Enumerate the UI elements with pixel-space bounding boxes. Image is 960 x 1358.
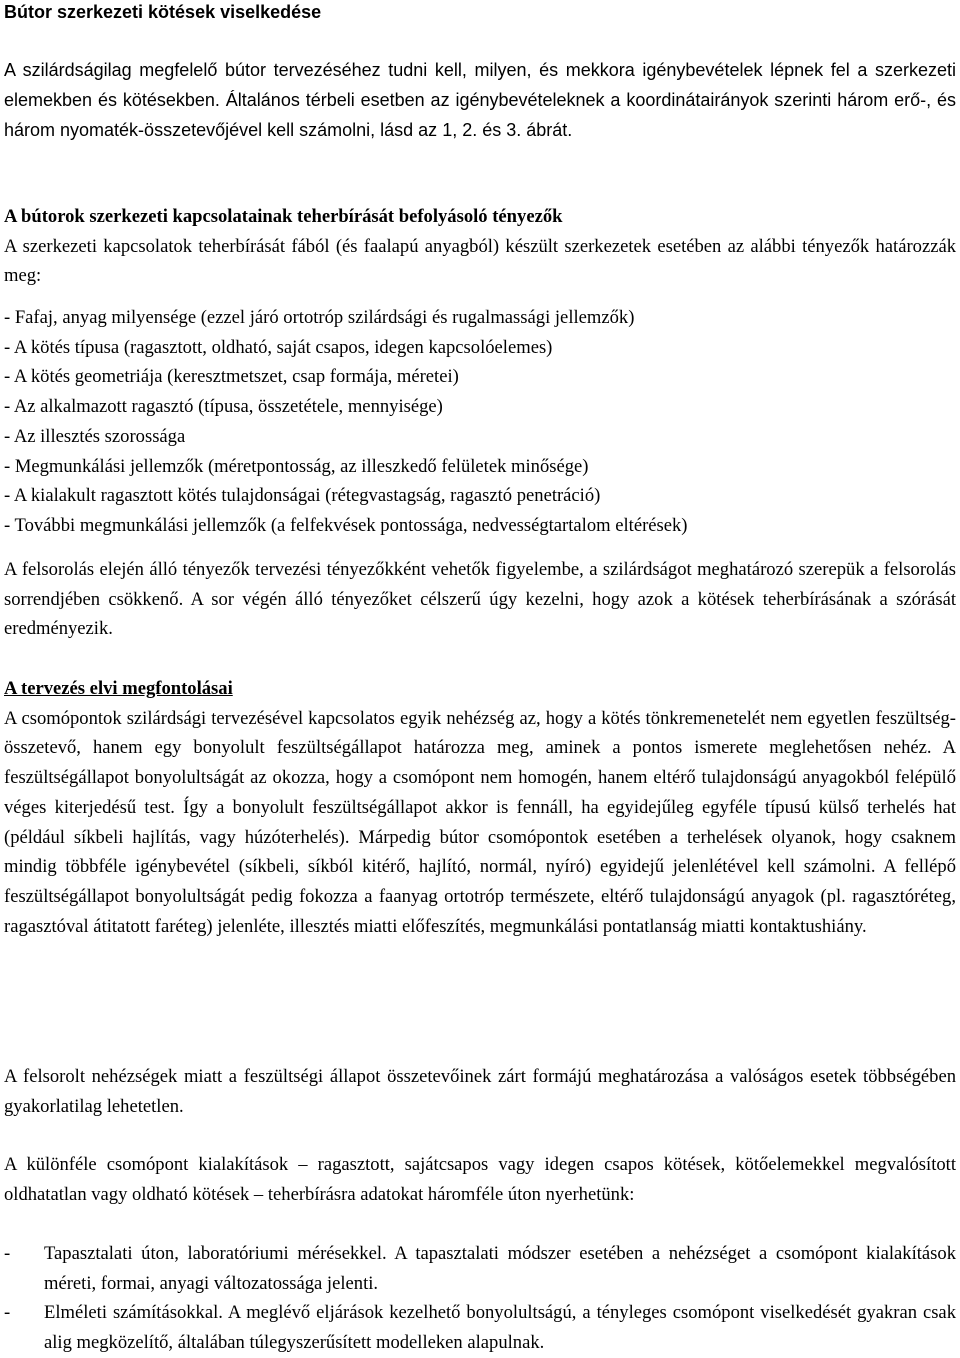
section-factors (4, 202, 956, 291)
page-title: Bútor szerkezeti kötések viselkedése (4, 2, 322, 22)
list-item: - További megmunkálási jellemzők (a felfekvések pontossága, nedvességtartalom eltérések) (4, 514, 688, 536)
factors-list (4, 303, 956, 541)
list-item: - Megmunkálási jellemzők (méretpontosság, az illeszkedő felületek minősége) (4, 455, 589, 477)
factors-closing-paragraph: A felsorolás elején álló tényezők tervezési tényezőkként vehetők figyelembe, a szilárdságot meghatározó szerepük a felsorolás sorrendjében csökkenő. A sor végén álló tényezőket célszerű úgy kezelni, hogy azok a kötések teherbírásának a szórását eredményezik. (4, 559, 956, 640)
design-paragraph-1: A csomópontok szilárdsági tervezésével kapcsolatos egyik nehézség az, hogy a kötés tönkremenetelét nem egyetlen feszültség-összetevő, hanem egy bonyolult feszültségállapot határozza meg, aminek a pontos ismerete meglehetősen nehéz. A feszültségállapot bonyolultságát az okozza, hogy a csomópont nem homogén, hanem eltérő tulajdonságú anyagokból felépülő véges kiterjedésű test. Így a bonyolult feszültségállapot akkor is fennáll, ha egyidejűleg egyféle típusú külső terhelés hat (például síkbeli hajlítás, vagy húzóterhelés). Márpedig bútor csomópontok esetében a terhelések olyanok, hogy csaknem mindig többféle igénybevétel (síkbeli, síkból kitérő, hajlító, normál, nyíró) egyidejű jelenlétével kell számolni. A fellépő feszültségállapot bonyolultságát pedig fokozza a faanyag ortotróp természete, eltérő tulajdonságú anyagok (pl. ragasztóréteg, ragasztóval átitatott faréteg) jelenléte, illesztés miatti előfeszítés, megmunkálási pontatlanság miatti kontaktushiány. (4, 707, 956, 937)
list-item: - Az illesztés szorossága (4, 425, 186, 447)
design-paragraph-3: A különféle csomópont kialakítások – ragasztott, sajátcsapos vagy idegen csapos kötések, kötőelemekkel megvalósított oldhatatlan vagy oldható kötések – teherbírásra adatokat háromféle úton nyerhetünk: (4, 1154, 956, 1205)
section-design (4, 674, 956, 941)
list-item: - Fafaj, anyag milyensége (ezzel járó ortotróp szilárdsági és rugalmassági jellemzők) (4, 307, 635, 328)
section-factors-heading: A bútorok szerkezeti kapcsolatainak teherbírását befolyásoló tényezők (4, 206, 563, 227)
list-item (4, 1239, 956, 1298)
list-item: - Az alkalmazott ragasztó (típusa, összetétele, mennyisége) (4, 396, 443, 418)
list-dash: - (4, 1302, 11, 1324)
design-paragraph-2: A felsorolt nehézségek miatt a feszültségi állapot összetevőinek zárt formájú meghatározása a valóságos esetek többségében gyakorlatilag lehetetlen. (4, 1066, 956, 1117)
intro-paragraph: A szilárdságilag megfelelő bútor tervezéséhez tudni kell, milyen, és mekkora igénybevételek lépnek fel a szerkezeti elemekben és kötésekben. Általános térbeli esetben az igénybevételeknek a koordinátairányok szerinti három erő-, és három nyomaték-összetevőjével kell számolni, lásd az 1, 2. és 3. ábrát. (4, 60, 956, 140)
methods-list (4, 1239, 956, 1358)
list-item-text: Tapasztalati úton, laboratóriumi mérésekkel. A tapasztalati módszer esetében a nehézséget a csomópont kialakítások méreti, formai, anyagi változatossága jelenti. (44, 1243, 956, 1294)
list-item-text: Elméleti számításokkal. A meglévő eljárások kezelhető bonyolultságú, a tényleges csomópont viselkedését gyakran csak alig megközelítő, általában túlegyszerűsített modelleken alapulnak. (44, 1302, 956, 1354)
list-item: - A kötés típusa (ragasztott, oldható, saját csapos, idegen kapcsolóelemes) (4, 336, 553, 358)
section-factors-lead: A szerkezeti kapcsolatok teherbírását fából (és faalapú anyagból) készült szerkezetek esetében az alábbi tényezők határozzák meg: (4, 235, 956, 287)
list-dash: - (4, 1243, 11, 1264)
list-item (4, 1298, 956, 1357)
section-design-heading: A tervezés elvi megfontolásai (4, 678, 233, 699)
list-item: - A kialakult ragasztott kötés tulajdonságai (rétegvastagság, ragasztó penetráció) (4, 485, 601, 507)
list-item: - A kötés geometriája (keresztmetszet, csap formája, méretei) (4, 366, 459, 388)
